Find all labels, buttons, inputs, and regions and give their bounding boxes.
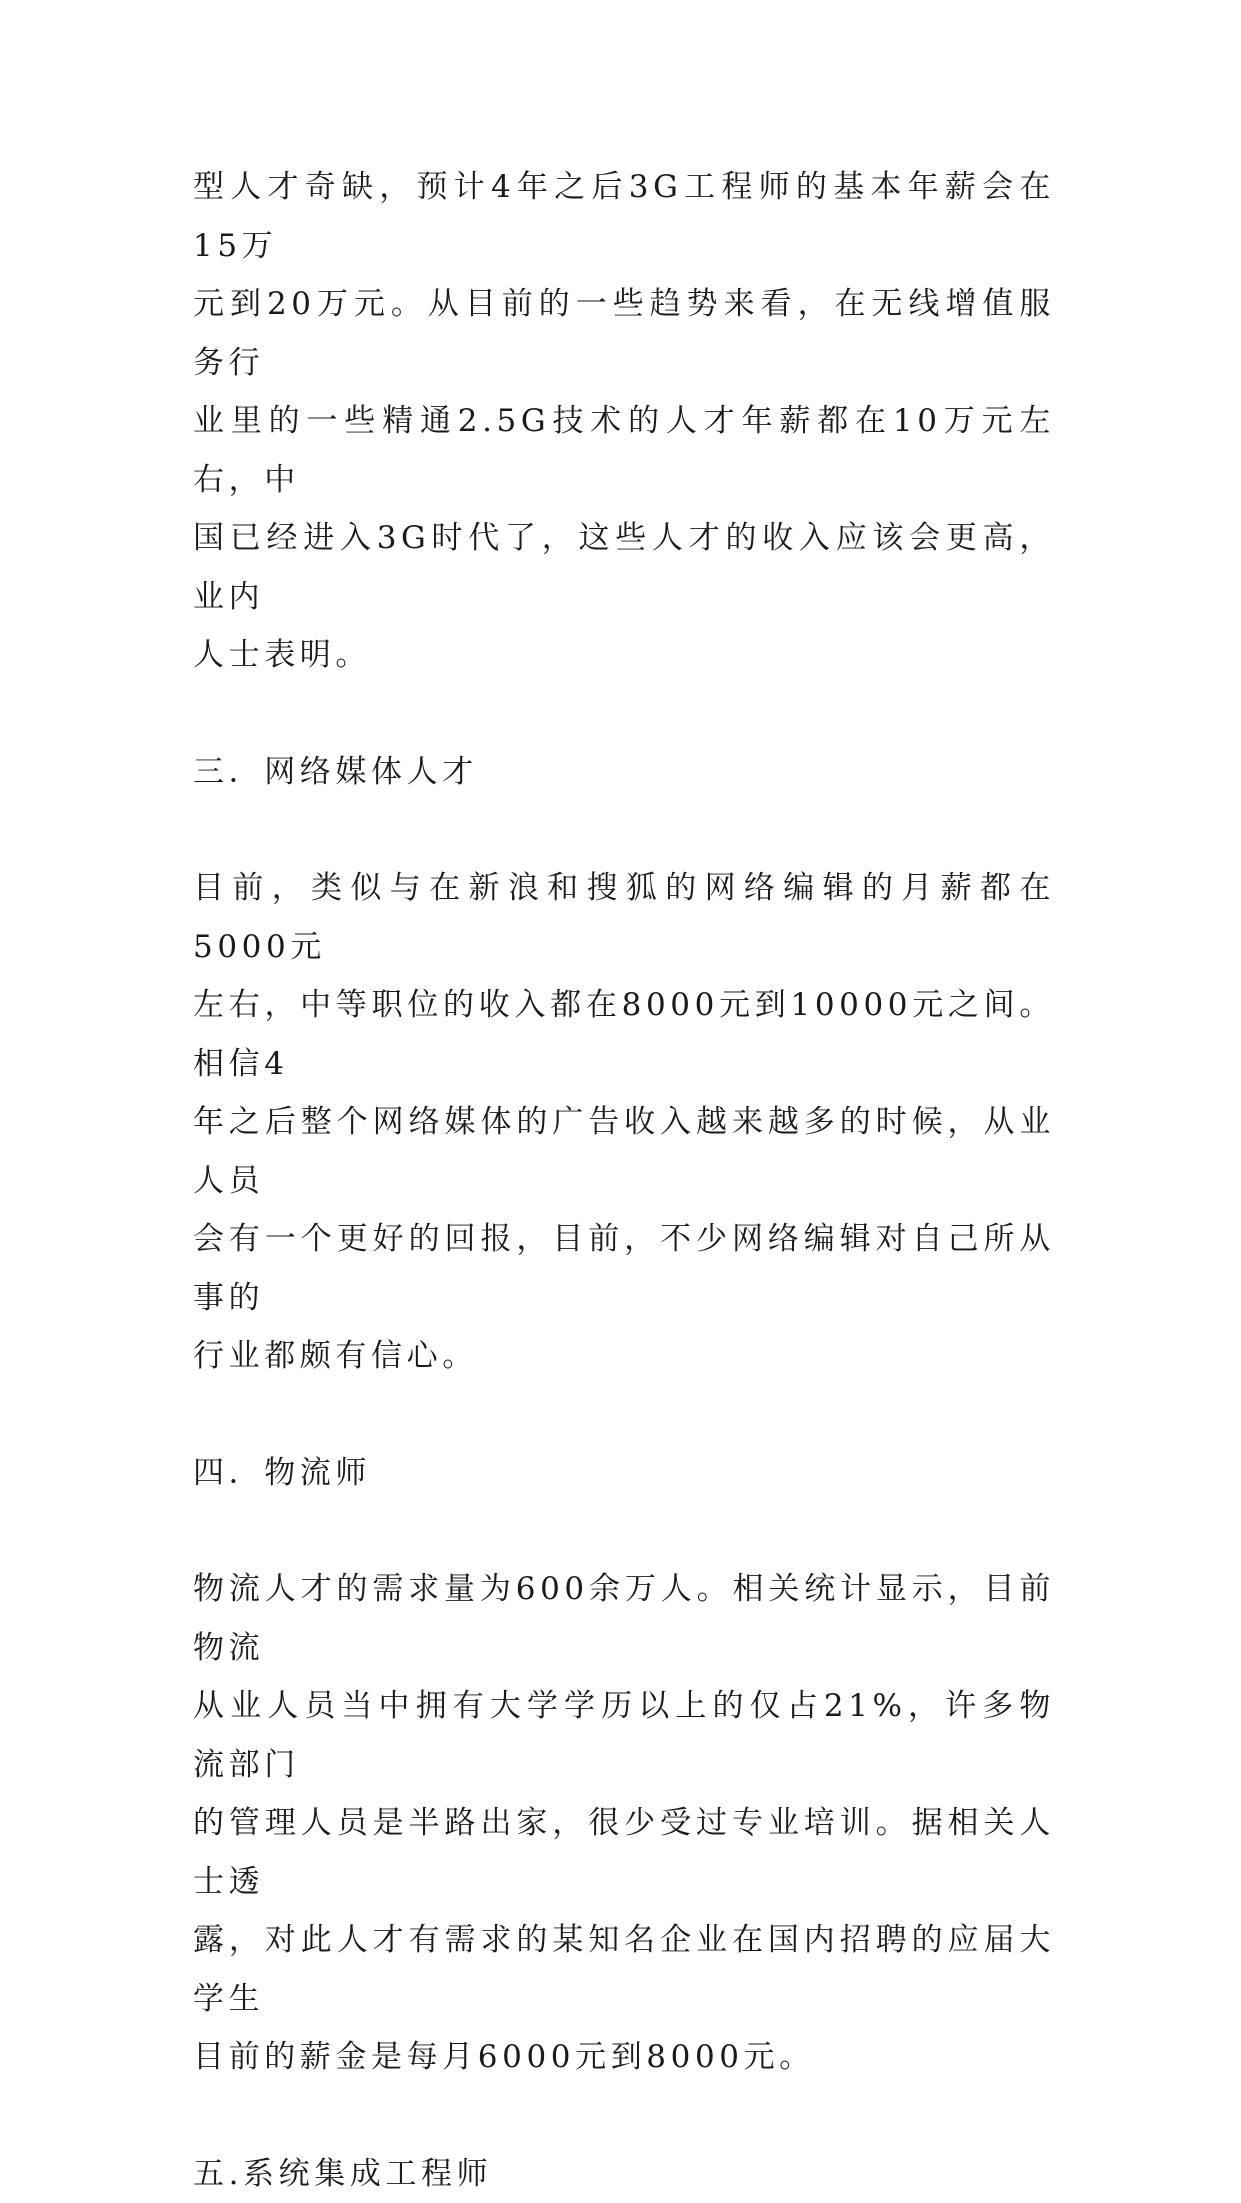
section-heading-network-media: 三．网络媒体人才: [193, 743, 1055, 802]
paragraph-network-media: [193, 859, 1055, 1386]
text-line: 会有一个更好的回报，目前，不少网络编辑对自己所从事的: [193, 1210, 1055, 1327]
text-line: 人士表明。: [193, 626, 1055, 685]
text-line: 行业都颇有信心。: [193, 1327, 1055, 1386]
text-line: 元到20万元。从目前的一些趋势来看，在无线增值服务行: [193, 275, 1055, 392]
text-line: 露，对此人才有需求的某知名企业在国内招聘的应届大学生: [193, 1911, 1055, 2028]
text-line: 左右，中等职位的收入都在8000元到10000元之间。相信4: [193, 976, 1055, 1093]
paragraph-logistics: [193, 1560, 1055, 2087]
document-body: [193, 158, 1055, 2203]
section-heading-logistics: 四．物流师: [193, 1444, 1055, 1503]
text-line: 年之后整个网络媒体的广告收入越来越多的时候，从业人员: [193, 1093, 1055, 1210]
text-line: 物流人才的需求量为600余万人。相关统计显示，目前物流: [193, 1560, 1055, 1677]
text-line: 目前，类似与在新浪和搜狐的网络编辑的月薪都在5000元: [193, 859, 1055, 976]
text-line: 目前的薪金是每月6000元到8000元。: [193, 2028, 1055, 2087]
section-heading-system-integration: 五.系统集成工程师: [193, 2145, 1055, 2203]
text-line: 从业人员当中拥有大学学历以上的仅占21%，许多物流部门: [193, 1677, 1055, 1794]
text-line: 型人才奇缺，预计4年之后3G工程师的基本年薪会在15万: [193, 158, 1055, 275]
paragraph-3g-engineer-salary: [193, 158, 1055, 685]
text-line: 国已经进入3G时代了，这些人才的收入应该会更高，业内: [193, 509, 1055, 626]
text-line: 业里的一些精通2.5G技术的人才年薪都在10万元左右，中: [193, 392, 1055, 509]
text-line: 的管理人员是半路出家，很少受过专业培训。据相关人士透: [193, 1794, 1055, 1911]
